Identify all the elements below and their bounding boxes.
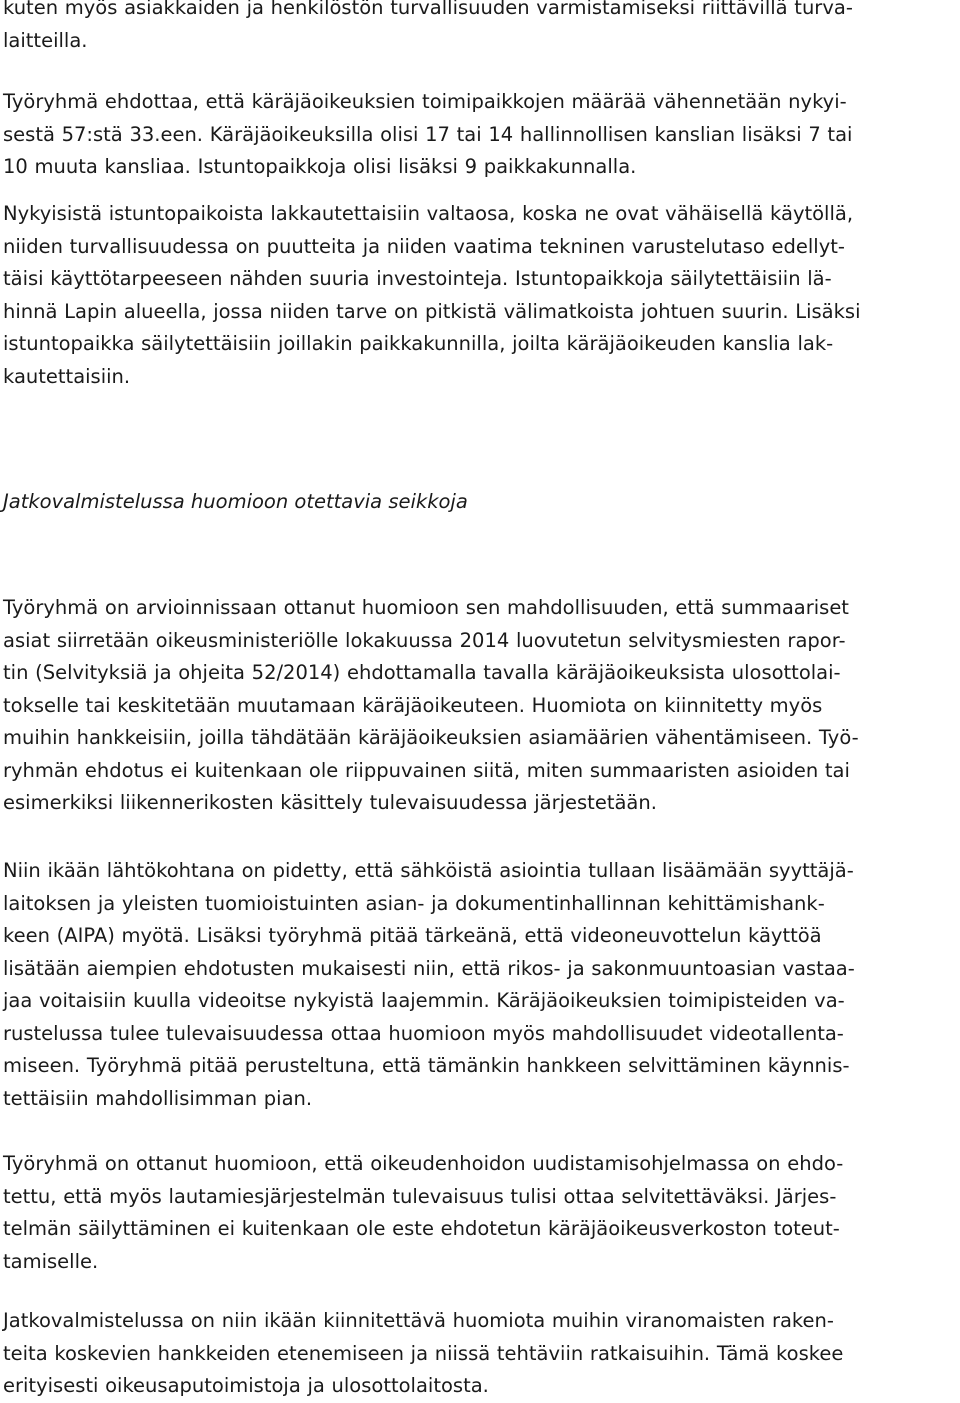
- text-line: tin (Selvityksiä ja ohjeita 52/2014) ehdottamalla tavalla käräjäoikeuksista ulosottolai-: [3, 661, 841, 684]
- text-line: laitoksen ja yleisten tuomioistuinten asian- ja dokumentinhallinnan kehittämishank-: [3, 891, 825, 915]
- text-line: kautettaisiin.: [3, 364, 131, 388]
- section-heading: Jatkovalmistelussa huomioon otettavia seikkoja: [3, 490, 468, 513]
- text-line: esimerkiksi liikennerikosten käsittely tulevaisuudessa järjestetään.: [3, 791, 657, 814]
- text-line: Niin ikään lähtökohtana on pidetty, että sähköistä asiointia tullaan lisäämään syyttäjä-: [3, 859, 854, 882]
- paragraph-lay-judges: [3, 1148, 960, 1278]
- text-line: ryhmän ehdotus ei kuitenkaan ole riippuvainen siitä, miten summaaristen asioiden tai: [3, 758, 850, 782]
- text-line: Työryhmä ehdottaa, että käräjäoikeuksien toimipaikkojen määrää vähennetään nykyi-: [3, 90, 847, 113]
- text-line: rustelussa tulee tulevaisuudessa ottaa huomioon myös mahdollisuudet videotallenta-: [3, 1021, 844, 1045]
- text-line: hinnä Lapin alueella, jossa niiden tarve on pitkistä välimatkoista johtuen suurin. Lisäksi: [3, 299, 861, 323]
- text-line: telmän säilyttäminen ei kuitenkaan ole este ehdotetun käräjäoikeusverkoston toteut-: [3, 1217, 840, 1240]
- text-line: 10 muuta kansliaa. Istuntopaikkoja olisi lisäksi 9 paikkakunnalla.: [3, 155, 637, 178]
- paragraph-session-venues: [3, 198, 960, 393]
- text-line: keen (AIPA) myötä. Lisäksi työryhmä pitää tärkeänä, että videoneuvottelun käyttöä: [3, 924, 822, 947]
- paragraph-electronic-services: [3, 855, 960, 1115]
- text-line: erityisesti oikeusaputoimistoja ja ulosottolaitosta.: [3, 1374, 489, 1397]
- text-line: Työryhmä on arvioinnissaan ottanut huomioon sen mahdollisuuden, että summaariset: [3, 596, 849, 619]
- text-line: Jatkovalmistelussa on niin ikään kiinnitettävä huomiota muihin viranomaisten raken-: [3, 1309, 834, 1332]
- text-line: laitteilla.: [3, 28, 88, 52]
- text-line: muihin hankkeisiin, joilla tähdätään käräjäoikeuksien asiamäärien vähentämiseen. Työ-: [3, 726, 859, 749]
- text-line: istuntopaikka säilytettäisiin joillakin paikkakunnilla, joilta käräjäoikeuden kanslia lak-: [3, 332, 834, 355]
- text-line: tettu, että myös lautamiesjärjestelmän tulevaisuus tulisi ottaa selvitettäväksi. Järjes-: [3, 1184, 837, 1208]
- text-line: kuten myös asiakkaiden ja henkilöstön turvallisuuden varmistamiseksi riittävillä turva-: [3, 0, 853, 19]
- text-line: niiden turvallisuudessa on puutteita ja niiden vaatima tekninen varustelutaso edellyt-: [3, 234, 845, 258]
- text-line: tamiselle.: [3, 1249, 99, 1273]
- text-line: jaa voitaisiin kuulla videoitse nykyistä laajemmin. Käräjäoikeuksien toimipisteiden va-: [3, 989, 845, 1012]
- text-line: tokselle tai keskitetään muutamaan käräjäoikeuteen. Huomiota on kiinnitetty myös: [3, 693, 823, 717]
- paragraph-other-projects: [3, 1305, 960, 1403]
- paragraph-summary-cases: [3, 592, 960, 820]
- paragraph-safety-equipment: [3, 0, 960, 57]
- text-line: asiat siirretään oikeusministeriölle lokakuussa 2014 luovutetun selvitysmiesten rapor-: [3, 628, 846, 652]
- paragraph-reduce-offices: [3, 86, 960, 184]
- text-line: teita koskevien hankkeiden etenemiseen ja niissä tehtäviin ratkaisuihin. Tämä koskee: [3, 1341, 844, 1365]
- text-line: sestä 57:stä 33.een. Käräjäoikeuksilla olisi 17 tai 14 hallinnollisen kanslian lisäksi 7 tai: [3, 122, 853, 146]
- text-line: Työryhmä on ottanut huomioon, että oikeudenhoidon uudistamisohjelmassa on ehdo-: [3, 1152, 844, 1175]
- text-line: lisätään aiempien ehdotusten mukaisesti niin, että rikos- ja sakonmuuntoasian vastaa-: [3, 956, 855, 980]
- text-line: Nykyisistä istuntopaikoista lakkautettaisiin valtaosa, koska ne ovat vähäisellä käytöllä,: [3, 202, 854, 225]
- text-line: tettäisiin mahdollisimman pian.: [3, 1086, 313, 1110]
- text-line: täisi käyttötarpeeseen nähden suuria investointeja. Istuntopaikkoja säilytettäisiin lä-: [3, 267, 832, 290]
- text-line: miseen. Työryhmä pitää perusteltuna, että tämänkin hankkeen selvittäminen käynnis-: [3, 1054, 850, 1077]
